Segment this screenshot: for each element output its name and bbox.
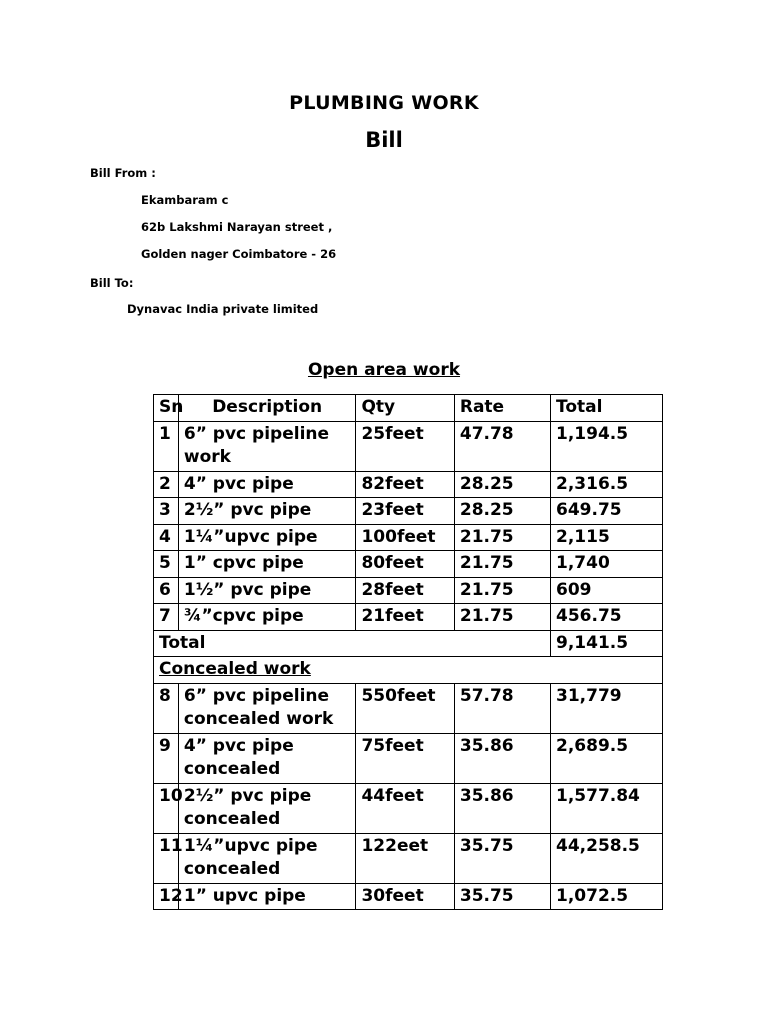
table-row [154,833,663,883]
section-concealed-title [154,657,663,684]
total-label: Total [154,630,551,657]
header-description: Description [178,395,356,422]
cell-total: 456.75 [551,604,663,631]
header-sn: Sn [154,395,179,422]
document-subtitle: Bill [365,128,403,152]
section-concealed-label: Concealed work [159,659,311,679]
table-row [154,577,663,604]
cell-qty: 75feet [356,733,454,783]
cell-sn: 7 [154,604,179,631]
cell-rate: 28.25 [454,471,550,498]
cell-sn: 4 [154,524,179,551]
table-row [154,604,663,631]
cell-sn: 1 [154,421,179,471]
bill-to-label: Bill To: [90,276,134,290]
cell-description: 4” pvc pipe concealed [178,733,356,783]
cell-sn: 9 [154,733,179,783]
cell-rate: 57.78 [454,683,550,733]
cell-rate: 21.75 [454,604,550,631]
cell-rate: 28.25 [454,498,550,525]
cell-description: 1” cpvc pipe [178,551,356,578]
cell-rate: 21.75 [454,551,550,578]
cell-sn: 2 [154,471,179,498]
cell-total: 1,072.5 [551,883,663,910]
cell-sn: 5 [154,551,179,578]
cell-description: 1” upvc pipe [178,883,356,910]
cell-sn: 10 [154,783,179,833]
cell-sn: 8 [154,683,179,733]
table-header-row [154,395,663,422]
header-total: Total [551,395,663,422]
cell-description: 4” pvc pipe [178,471,356,498]
cell-description: ¾”cpvc pipe [178,604,356,631]
total-value: 9,141.5 [551,630,663,657]
cell-description: 6” pvc pipeline concealed work [178,683,356,733]
cell-description: 1½” pvc pipe [178,577,356,604]
table-row [154,683,663,733]
cell-total: 31,779 [551,683,663,733]
cell-qty: 80feet [356,551,454,578]
cell-qty: 25feet [356,421,454,471]
cell-rate: 35.86 [454,733,550,783]
bill-table [153,394,663,910]
cell-total: 1,577.84 [551,783,663,833]
cell-description: 6” pvc pipeline work [178,421,356,471]
cell-rate: 47.78 [454,421,550,471]
cell-qty: 23feet [356,498,454,525]
cell-qty: 122eet [356,833,454,883]
table-row [154,524,663,551]
table-row [154,421,663,471]
cell-description: 2½” pvc pipe concealed [178,783,356,833]
cell-qty: 44feet [356,783,454,833]
cell-total: 2,689.5 [551,733,663,783]
bill-from-address-line1: 62b Lakshmi Narayan street , [141,220,333,234]
cell-total: 2,316.5 [551,471,663,498]
cell-total: 609 [551,577,663,604]
cell-rate: 35.86 [454,783,550,833]
table-row [154,783,663,833]
cell-sn: 11 [154,833,179,883]
section-open-area-title: Open area work [307,360,461,380]
cell-total: 1,740 [551,551,663,578]
cell-sn: 3 [154,498,179,525]
header-rate: Rate [454,395,550,422]
cell-sn: 6 [154,577,179,604]
document-title: PLUMBING WORK [289,92,479,114]
cell-total: 2,115 [551,524,663,551]
table-row [154,551,663,578]
cell-rate: 21.75 [454,524,550,551]
section-row [154,657,663,684]
cell-total: 44,258.5 [551,833,663,883]
cell-qty: 21feet [356,604,454,631]
cell-qty: 28feet [356,577,454,604]
cell-total: 649.75 [551,498,663,525]
cell-rate: 35.75 [454,833,550,883]
cell-qty: 550feet [356,683,454,733]
cell-rate: 21.75 [454,577,550,604]
cell-qty: 82feet [356,471,454,498]
cell-total: 1,194.5 [551,421,663,471]
table-row [154,471,663,498]
table-row [154,733,663,783]
cell-rate: 35.75 [454,883,550,910]
cell-qty: 100feet [356,524,454,551]
cell-description: 2½” pvc pipe [178,498,356,525]
bill-from-label: Bill From : [90,166,156,180]
cell-description: 1¼”upvc pipe [178,524,356,551]
cell-qty: 30feet [356,883,454,910]
table-row [154,883,663,910]
bill-to-name: Dynavac India private limited [127,302,319,316]
bill-from-address-line2: Golden nager Coimbatore - 26 [141,247,337,261]
table-row [154,498,663,525]
total-row [154,630,663,657]
cell-description: 1¼”upvc pipe concealed [178,833,356,883]
cell-sn: 12 [154,883,179,910]
bill-from-name: Ekambaram c [141,193,229,207]
header-qty: Qty [356,395,454,422]
